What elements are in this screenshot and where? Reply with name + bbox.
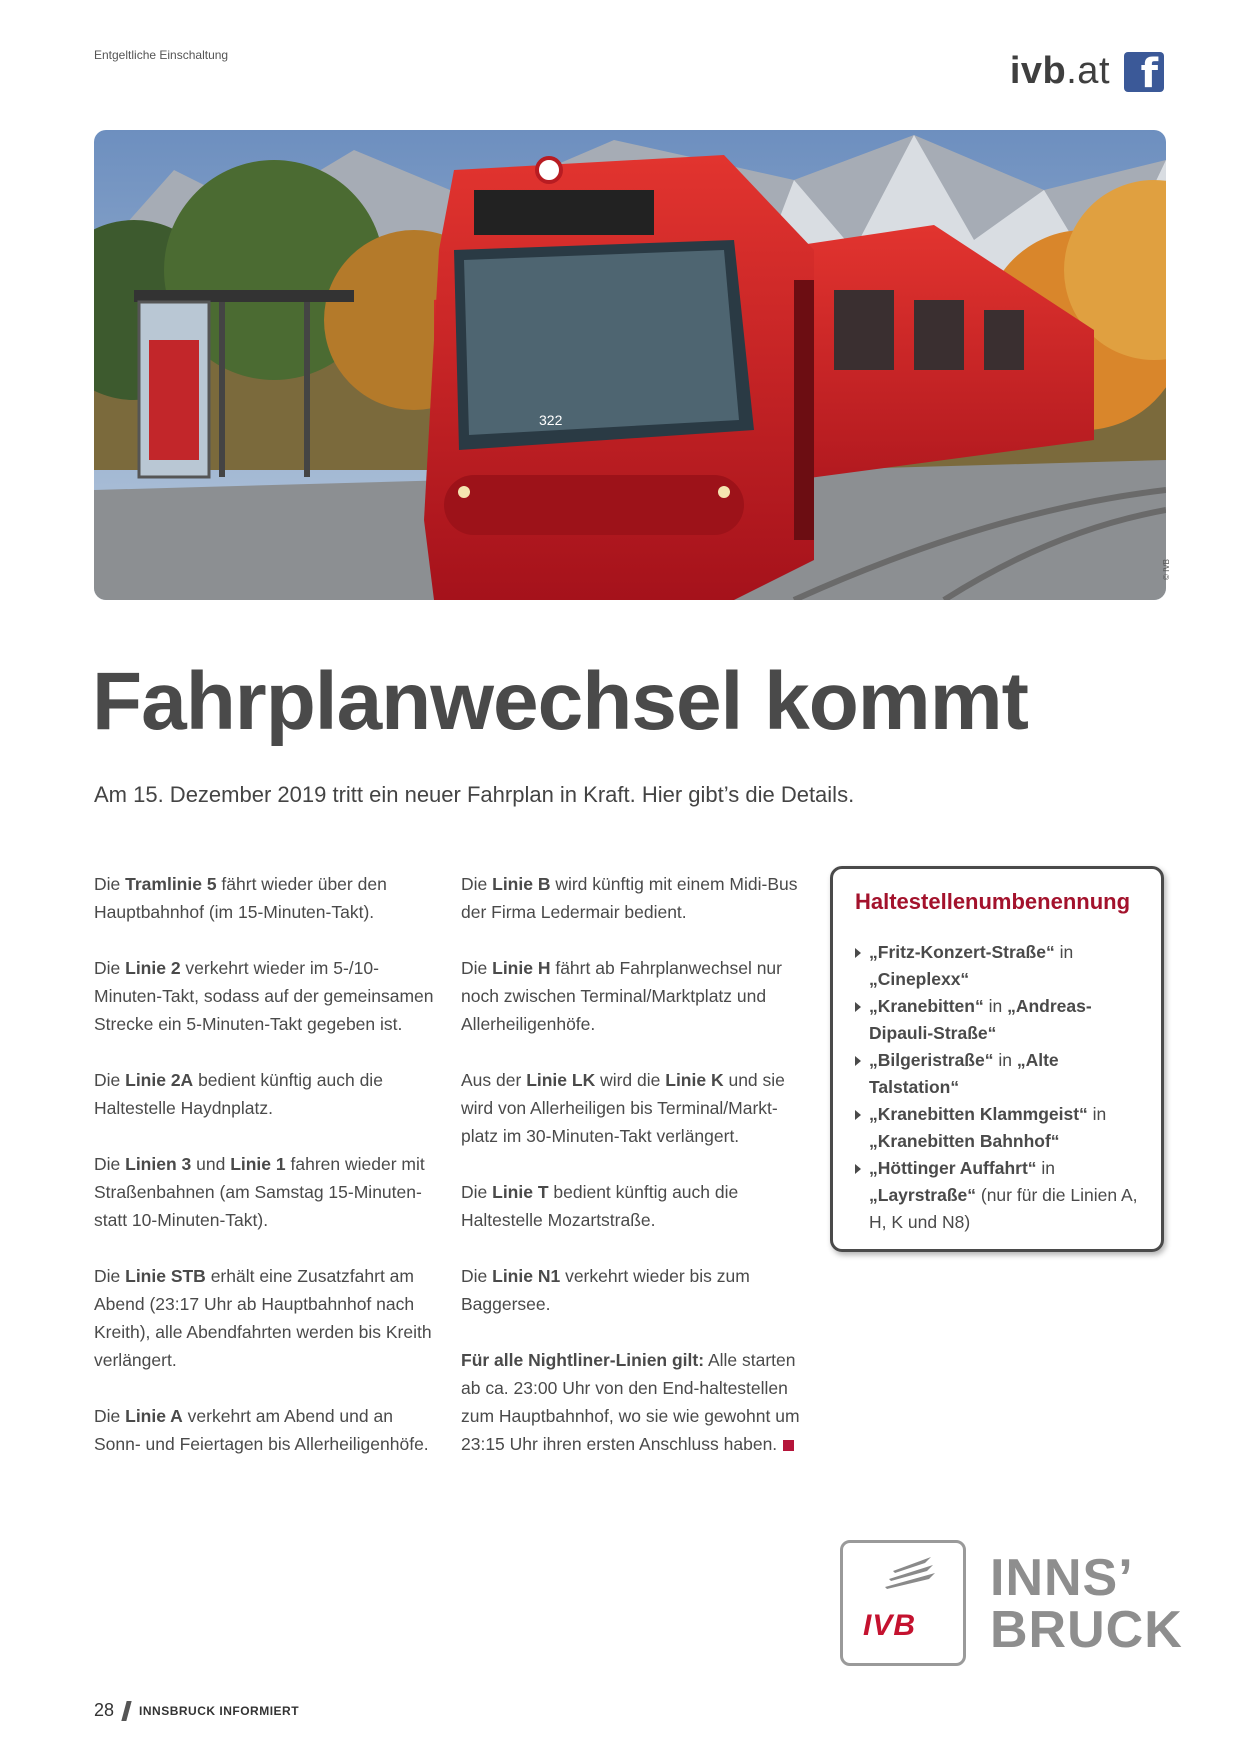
divider-slash <box>121 1701 131 1721</box>
brand-logo-text[interactable] <box>1010 50 1110 93</box>
page-title: Fahrplanwechsel kommt <box>92 656 1028 747</box>
bold-text: Linie 2A <box>125 1070 194 1090</box>
page-footer <box>94 1700 299 1721</box>
text-segment: fahren wieder mit Straßenbahnen (am Samstag 15-Minuten- statt 10-Minuten-Takt). <box>94 1154 425 1230</box>
bold-text: Linie 1 <box>230 1154 286 1174</box>
ivb-logo-text: IVB <box>863 1609 917 1642</box>
bold-text: „Layrstraße“ <box>869 1185 976 1205</box>
stop-renaming-box <box>830 866 1164 1252</box>
hero-image-tram <box>94 130 1166 600</box>
text-segment: wird die <box>595 1070 666 1090</box>
photo-credit: © IVB <box>1162 558 1171 580</box>
bold-text: Linie A <box>125 1406 183 1426</box>
text-segment: Die <box>94 1154 126 1174</box>
text-segment: Aus der <box>461 1070 527 1090</box>
text-segment: verkehrt wieder im 5-/10-Minuten-Takt, sodass auf der gemeinsamen Strecke ein 5-Minuten-Takt gegeben ist. <box>94 958 434 1034</box>
brand-header <box>1009 50 1164 97</box>
text-segment: bedient künftig auch die Haltestelle Haydnplatz. <box>94 1070 383 1118</box>
text-segment: wird künftig mit einem Midi-Bus der Firma Ledermair bedient. <box>461 874 798 922</box>
text-segment: verkehrt am Abend und an Sonn- und Feiertagen bis Allerheiligenhöfe. <box>94 1406 429 1454</box>
brand-name-light: .at <box>1066 50 1110 92</box>
text-segment: Die <box>94 1266 126 1286</box>
text-segment: in <box>993 1050 1017 1070</box>
bold-text: „Alte Talstation“ <box>869 1050 1059 1097</box>
article-paragraph <box>94 1402 439 1458</box>
text-segment: Die <box>461 1266 493 1286</box>
ivb-logo <box>840 1540 966 1666</box>
text-segment: Alle starten ab ca. 23:00 Uhr von den End-haltestellen zum Hauptbahnhof, wo sie wie gewohnt um 23:15 Uhr ihren ersten Anschluss haben. <box>461 1350 800 1454</box>
innsbruck-logo <box>990 1549 1183 1659</box>
end-mark-icon <box>783 1440 794 1451</box>
list-item <box>855 1101 1139 1155</box>
text-segment: Die <box>94 1406 126 1426</box>
bold-text: „Kranebitten Bahnhof“ <box>869 1131 1060 1151</box>
list-item <box>855 1155 1139 1236</box>
text-segment: fährt wieder über den Hauptbahnhof (im 15-Minuten-Takt). <box>94 874 387 922</box>
box-title: Haltestellenumbenennung <box>855 889 1131 914</box>
article-paragraph <box>94 1066 439 1122</box>
bold-text: „Bilgeristraße“ <box>869 1050 994 1070</box>
bold-text: Linie LK <box>526 1070 596 1090</box>
bold-text: Linie 2 <box>125 958 181 978</box>
advertisement-label: Entgeltliche Einschaltung <box>94 48 229 62</box>
text-segment: Die <box>94 1070 126 1090</box>
text-segment: Die <box>94 874 126 894</box>
article-paragraph <box>461 1066 806 1150</box>
bold-text: „Cineplexx“ <box>869 969 970 989</box>
bold-text: Tramlinie 5 <box>125 874 217 894</box>
text-segment: bedient künftig auch die Haltestelle Mozartstraße. <box>461 1182 739 1230</box>
text-segment: in <box>983 996 1008 1016</box>
text-segment: Die <box>94 958 126 978</box>
bold-text: Linie H <box>492 958 551 978</box>
text-segment: in <box>1054 942 1074 962</box>
article-paragraph <box>94 954 439 1038</box>
list-item <box>855 939 1139 993</box>
bold-text: „Höttinger Auffahrt“ <box>869 1158 1037 1178</box>
list-item <box>855 1047 1139 1101</box>
text-segment: verkehrt wieder bis zum Baggersee. <box>461 1266 750 1314</box>
article-paragraph <box>461 954 806 1038</box>
article-paragraph <box>94 1262 439 1374</box>
article-paragraph <box>461 1262 806 1318</box>
bold-text: Linien 3 <box>125 1154 192 1174</box>
publication-name: INNSBRUCK INFORMIERT <box>139 1703 300 1718</box>
bold-text: Für alle Nightliner-Linien gilt: <box>461 1350 705 1370</box>
text-segment: Die <box>461 1182 493 1202</box>
facebook-icon[interactable] <box>1124 50 1164 97</box>
text-segment: Die <box>461 874 493 894</box>
renaming-list <box>855 939 1139 1236</box>
brand-name-bold: ivb <box>1009 50 1067 92</box>
text-segment: erhält eine Zusatzfahrt am Abend (23:17 Uhr ab Hauptbahnhof nach Kreith), alle Abendfahrten werden bis Kreith verlängert. <box>94 1266 432 1370</box>
bold-text: Linie T <box>492 1182 549 1202</box>
bold-text: Linie K <box>665 1070 724 1090</box>
bold-text: „Kranebitten“ <box>869 996 984 1016</box>
tram-illustration <box>94 130 1166 600</box>
article-paragraph <box>94 1150 439 1234</box>
bold-text: „Fritz-Konzert-Straße“ <box>869 942 1055 962</box>
text-segment: Die <box>461 958 493 978</box>
bold-text: „Kranebitten Klammgeist“ <box>869 1104 1088 1124</box>
text-segment: (nur für die Linien A, H, K und N8) <box>869 1185 1138 1232</box>
text-segment: fährt ab Fahrplanwechsel nur noch zwischen Terminal/Marktplatz und Allerheiligenhöfe. <box>461 958 782 1034</box>
innsbruck-logo-line2: BRUCK <box>990 1601 1183 1659</box>
tram-number-label: 322 <box>539 412 563 428</box>
ivb-swoosh-icon <box>843 1543 963 1603</box>
article-paragraph <box>94 870 439 926</box>
article-paragraph <box>461 870 806 926</box>
article-column-1 <box>94 870 439 1486</box>
innsbruck-logo-line1: INNS’ <box>990 1549 1134 1607</box>
paragraph-text <box>461 1350 800 1454</box>
bold-text: „Andreas-Dipauli-Straße“ <box>869 996 1092 1043</box>
text-segment: in <box>1087 1104 1107 1124</box>
page-number: 28 <box>94 1700 115 1720</box>
article-paragraph <box>461 1346 806 1458</box>
text-segment: und sie wird von Allerheiligen bis Terminal/Markt-platz im 30-Minuten-Takt verlängert. <box>461 1070 785 1146</box>
list-item <box>855 993 1139 1047</box>
lead-paragraph: Am 15. Dezember 2019 tritt ein neuer Fahrplan in Kraft. Hier gibt’s die Details. <box>94 782 855 807</box>
article-paragraph <box>461 1178 806 1234</box>
text-segment: und <box>191 1154 231 1174</box>
bold-text: Linie B <box>492 874 551 894</box>
article-column-2 <box>461 870 806 1486</box>
facebook-glyph: f <box>1140 50 1158 97</box>
bold-text: Linie STB <box>125 1266 206 1286</box>
text-segment: in <box>1036 1158 1056 1178</box>
bold-text: Linie N1 <box>492 1266 561 1286</box>
